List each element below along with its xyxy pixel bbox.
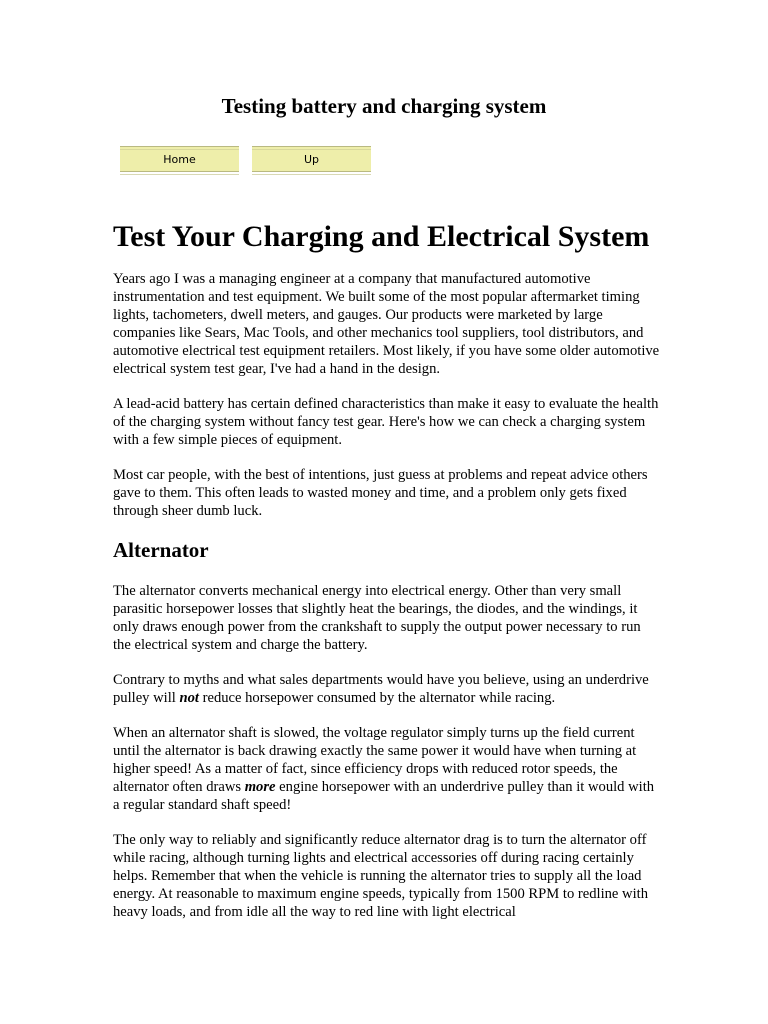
paragraph-intro-1: Years ago I was a managing engineer at a company that manufactured automotive instrumentation and test equipment. We built some of the most popular aftermarket timing lights, tachometers, dwell meters, and gauges. Our products were marketed by large companies like Sears, Mac Tools, and other mechanics tool suppliers, tool distributors, and automotive electrical test equipment retailers. Most likely, if you have some older automotive electrical system test gear, I've had a hand in the design. [113, 271, 660, 377]
text-run: When an alternator shaft is slowed, the voltage regulator simply turns up the field current until the alternator is back drawing exactly the same power it would have when turning at higher speed! As a matter of fact, since efficiency drops with reduced rotor speeds, the alternator often draws [113, 725, 637, 795]
text-run: Contrary to myths and what sales departments would have you believe, using an underdrive pulley will [113, 672, 649, 706]
article-body [113, 270, 661, 938]
paragraph-intro-2: A lead-acid battery has certain defined characteristics than make it easy to evaluate the health of the charging system without fancy test gear. Here's how we can check a charging system with a few simple pieces of equipment. [113, 396, 659, 448]
paragraph-alternator-2 [113, 671, 661, 707]
emphasis-more: more [244, 779, 276, 795]
paragraph-alternator-4: The only way to reliably and significantly reduce alternator drag is to turn the alternator off while racing, although turning lights and electrical accessories off during racing certainly helps. Remember that when the vehicle is running the alternator tries to supply all the load energy. At reasonable to maximum engine speeds, typically from 1500 RPM to redline with heavy loads, and from idle all the way to red line with light electrical [113, 832, 649, 920]
paragraph-alternator-3 [113, 724, 661, 814]
article-heading: Test Your Charging and Electrical System [113, 220, 650, 253]
nav-bar [120, 146, 371, 172]
page-title: Testing battery and charging system [221, 94, 547, 118]
emphasis-not: not [179, 690, 199, 706]
paragraph-intro-3: Most car people, with the best of intentions, just guess at problems and repeat advice others gave to them. This often leads to wasted money and time, and a problem only gets fixed through sheer dumb luck. [113, 467, 648, 519]
paragraph-alternator-1: The alternator converts mechanical energy into electrical energy. Other than very small parasitic horsepower losses that slightly heat the bearings, the diodes, and the windings, it only draws enough power from the crankshaft to supply the output power necessary to run the electrical system and charge the battery. [113, 583, 641, 653]
section-heading-alternator: Alternator [113, 538, 209, 562]
up-button[interactable]: Up [252, 146, 371, 172]
text-run: reduce horsepower consumed by the alternator while racing. [198, 690, 556, 706]
text-run: engine horsepower with an underdrive pulley than it would with a regular standard shaft speed! [113, 779, 655, 813]
home-button[interactable]: Home [120, 146, 239, 172]
